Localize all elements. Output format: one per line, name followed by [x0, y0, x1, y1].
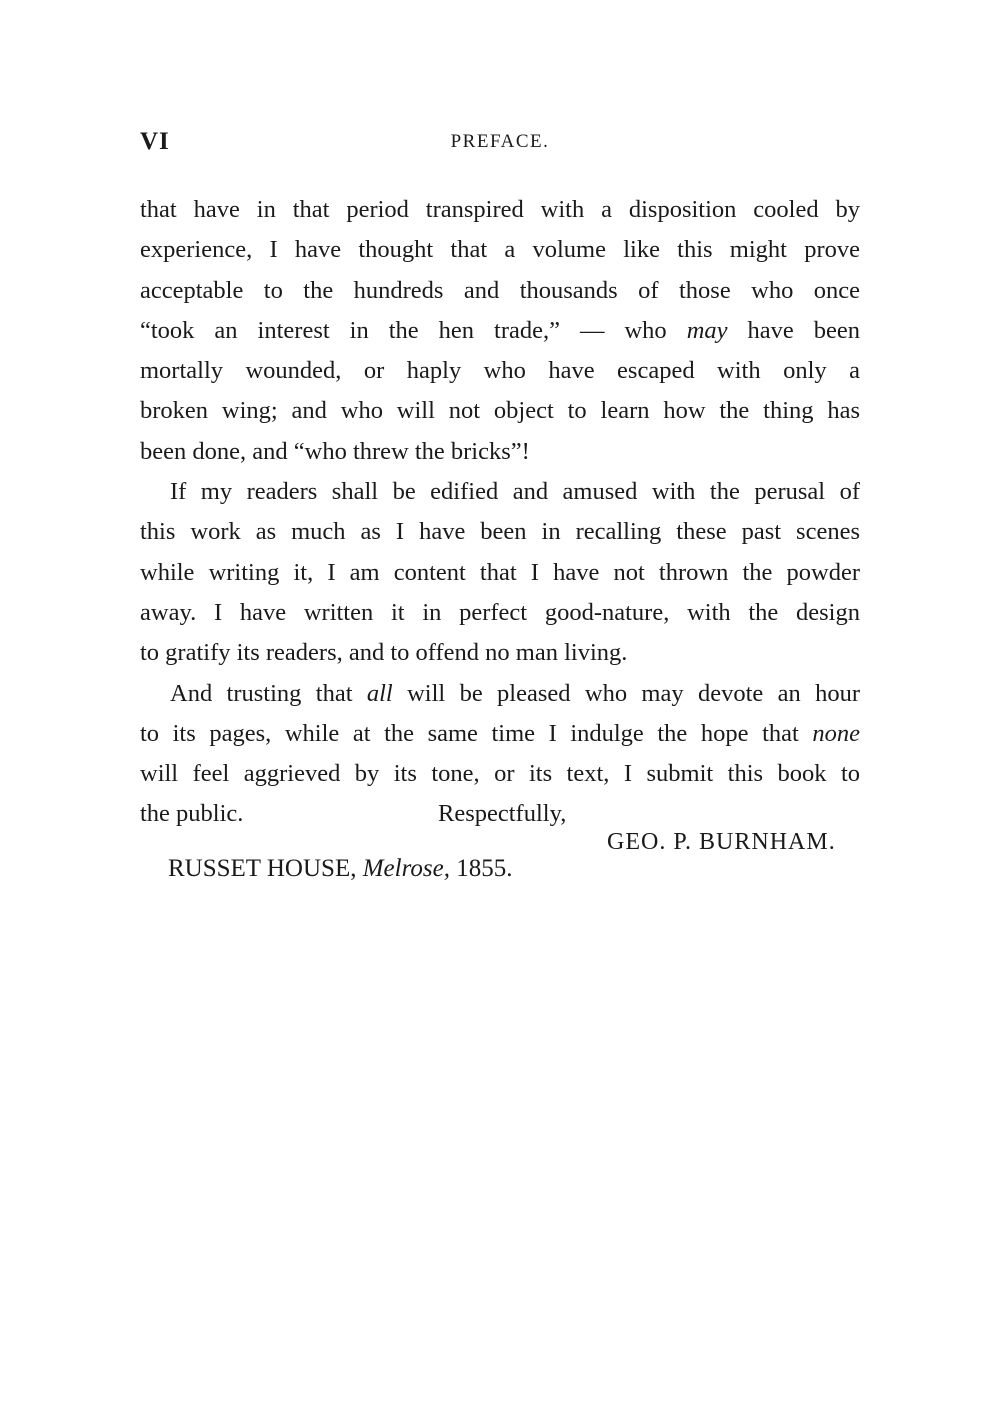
text-segment: “took an interest in the hen trade,” — who: [140, 316, 667, 344]
text-segment: the public.: [140, 800, 244, 828]
emphasis-text: may: [686, 316, 728, 344]
text-line: to gratify its readers, and to offend no man living.: [140, 639, 628, 667]
text-line: while writing it, I am content that I have not thrown the powder: [140, 558, 860, 586]
paragraph-3: [140, 674, 860, 835]
text-line: away. I have written it in perfect good-nature, with the design: [140, 598, 860, 626]
text-line: this work as much as I have been in recalling these past scenes: [140, 518, 860, 546]
text-line: acceptable to the hundreds and thousands of those who once: [140, 276, 860, 304]
text-line: [140, 714, 860, 754]
text-line: mortally wounded, or haply who have escaped with only a: [140, 357, 860, 385]
text-line: experience, I have thought that a volume like this might prove: [140, 236, 860, 264]
dateline-year: 1855.: [456, 855, 513, 882]
text-line: will feel aggrieved by its tone, or its text, I submit this book to: [140, 760, 860, 788]
paragraph-2: [140, 472, 860, 673]
text-line: broken wing; and who will not object to learn how the thing has: [140, 397, 860, 425]
preface-body: [140, 190, 860, 834]
text-line: [140, 311, 860, 351]
text-line: been done, and “who threw the bricks”!: [140, 437, 530, 465]
dateline-place: RUSSET HOUSE,: [168, 855, 357, 882]
complimentary-close: Respectfully,: [438, 800, 567, 828]
text-segment: And trusting that: [170, 679, 353, 707]
page-number: VI: [140, 128, 170, 155]
text-segment: to its pages, while at the same time I indulge the hope that: [140, 719, 799, 747]
running-head: [140, 128, 860, 158]
text-segment: will be pleased who may devote an hour: [407, 679, 860, 707]
paragraph-1: [140, 190, 860, 472]
text-line: that have in that period transpired with a disposition cooled by: [140, 196, 860, 223]
text-line: [140, 674, 860, 714]
dateline: [168, 855, 512, 883]
author-signature: GEO. P. BURNHAM.: [607, 829, 836, 855]
text-segment: have been: [747, 316, 860, 344]
text-line: If my readers shall be edified and amused with the perusal of: [170, 478, 860, 506]
running-title: PREFACE.: [450, 131, 550, 152]
emphasis-text: all: [366, 679, 393, 707]
emphasis-text: none: [812, 719, 860, 747]
dateline-town: Melrose,: [362, 855, 450, 882]
